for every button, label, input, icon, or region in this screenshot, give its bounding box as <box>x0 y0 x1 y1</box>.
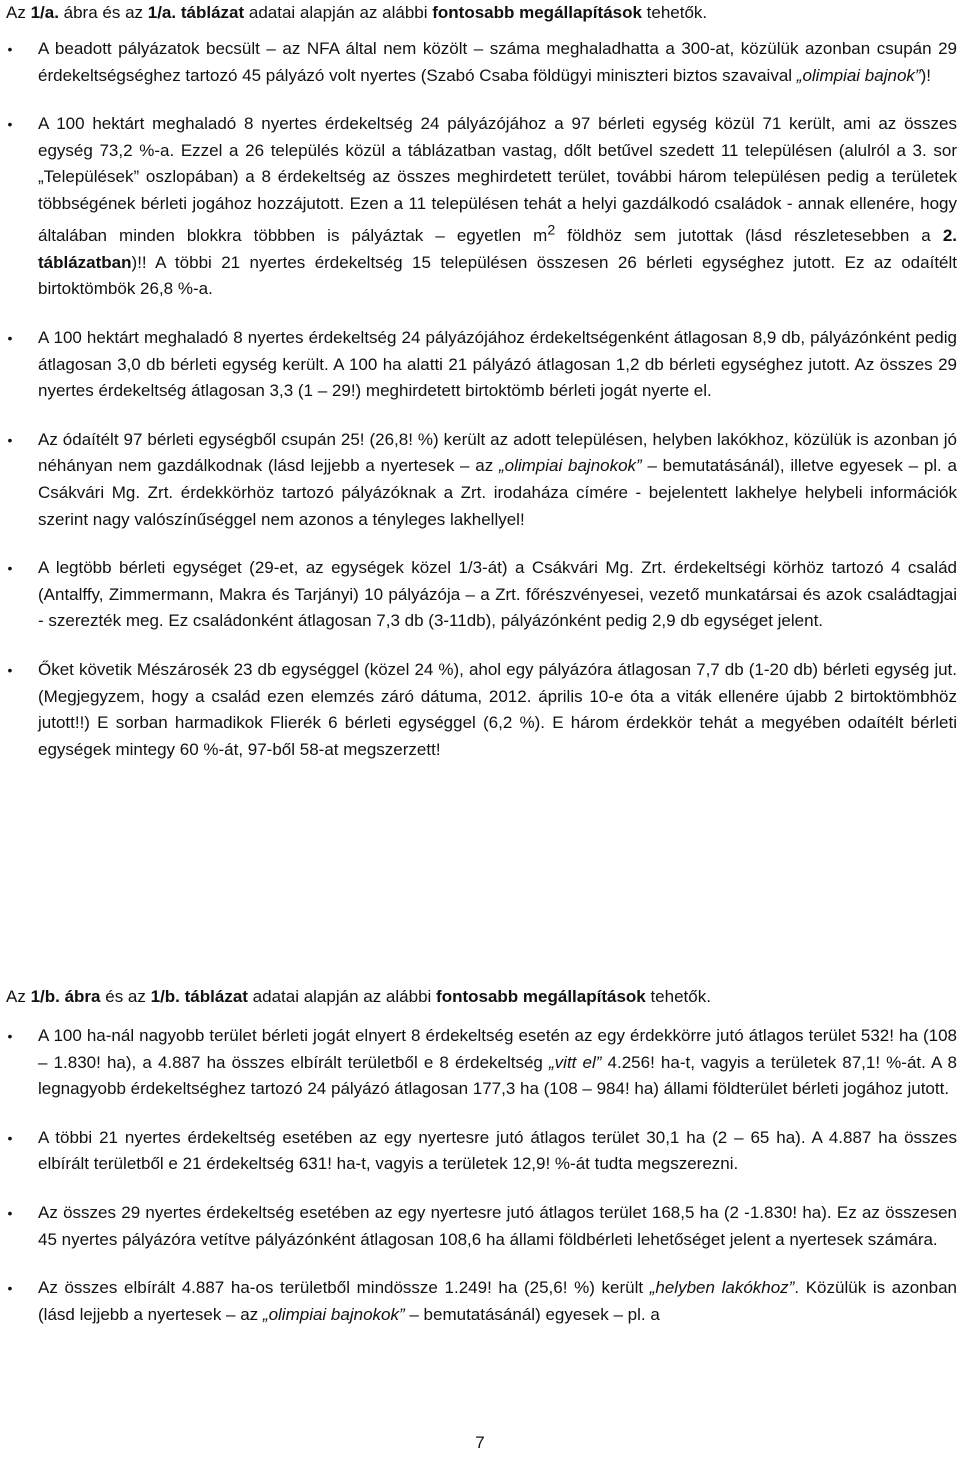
italic-quote: „olimpiai bajnokok” <box>262 1304 405 1324</box>
list-item-text <box>38 328 957 400</box>
bullet-icon: • <box>7 1028 13 1044</box>
italic-quote: „helyben lakókhoz” <box>649 1278 795 1298</box>
italic-quote: „olimpiai bajnokok” <box>498 456 642 476</box>
list-item <box>0 1200 960 1253</box>
bold-text: 2. táblázatban <box>38 226 957 272</box>
list-item <box>0 555 960 635</box>
bullet-icon: • <box>7 560 13 577</box>
bullet-icon: • <box>7 431 13 448</box>
text-run: )! <box>920 65 931 85</box>
bold-text: 1/b. <box>30 987 60 1006</box>
bullet-icon: • <box>7 330 13 346</box>
list-item-text <box>38 1128 957 1174</box>
text-run: – bemutatásánál), illetve egyesek – pl. a Csákvári Mg. Zrt. érdekkörhöz tartozó pályázóknak a Zrt. irodaháza címére - bejelentett lakhelye helybeli információk szerint nagy valószínűséggel nem azonos a tényleges lakhellyel! <box>38 456 957 529</box>
text-run: A 100 hektárt meghaladó 8 nyertes érdekeltség 24 pályázójához érdekeltségenként átlagosan 8,9 db, pályázónként pedig átlagosan 3,0 db bérleti egység került. A 100 ha alatti 21 pályázó átlagosan 1,2 db bérleti egységhez jutott. Az összes 29 nyertes érdekeltség átlagosan 3,3 (1 – 29!) meghirdetett birtoktömb bérleti jogát nyerte el. <box>38 328 957 401</box>
list-item <box>0 657 960 763</box>
bullet-icon: • <box>7 1204 13 1221</box>
italic-quote: „olimpiai bajnok” <box>796 65 921 85</box>
list-item <box>0 1275 960 1328</box>
bullet-icon: • <box>7 1129 13 1146</box>
list-item-text <box>38 1278 957 1324</box>
bold-text: fontosabb megállapítások <box>436 987 646 1006</box>
text-run: földhöz sem jutottak (lásd részletesebben a <box>555 226 943 246</box>
findings-list-1a <box>0 36 960 785</box>
bullet-icon: • <box>7 116 13 133</box>
text-run: adatai alapján az alábbi <box>247 987 437 1006</box>
list-item <box>0 1125 960 1178</box>
list-item-text <box>38 39 957 85</box>
bullet-icon: • <box>7 661 13 678</box>
bold-text: 1/b. <box>150 987 180 1006</box>
list-item-text <box>38 114 957 298</box>
list-item <box>0 427 960 533</box>
text-run: – bemutatásánál) egyesek – pl. a <box>404 1304 660 1324</box>
page-number: 7 <box>475 1433 485 1452</box>
bold-text: 1/a. <box>147 3 177 22</box>
text-run: adatai alapján az alábbi <box>244 3 433 22</box>
text-run: 4.256! ha-t, vagyis a területek 87,1! %-át. A 8 legnagyobb érdekeltséghez tartozó 24 pályázó átlagosan 177,3 ha (108 – 984! ha) állami földterület bérleti jogához jutott. <box>38 1052 958 1099</box>
bold-text: 1/a. <box>30 3 59 22</box>
list-item <box>0 325 960 405</box>
bold-text: fontosabb megállapítások <box>432 3 642 22</box>
bullet-icon: • <box>7 1280 13 1297</box>
list-item-text <box>38 558 957 630</box>
list-item-text <box>38 1203 957 1249</box>
list-item-text <box>38 660 957 759</box>
text-run: Az összes elbírált 4.887 ha-os területből mindössze 1.249! ha (25,6! %) került <box>38 1278 650 1298</box>
text-run: ábra és az <box>58 3 148 22</box>
bold-text: táblázat <box>184 987 248 1006</box>
text-run: A legtöbb bérleti egységet (29-et, az egységek közel 1/3-át) a Csákvári Mg. Zrt. érdekeltségi körhöz tartozó 4 család (Antalffy, Zimmermann, Makra és Tarjányi) 10 pályázója – a Zrt. főrészvényesei, vezető munkatársai és azok családtagjai - szerezték meg. Ez családonként átlagosan 7,3 db (3-11db), pályázónként pedig 2,9 db egységet jelent. <box>38 558 957 631</box>
list-item <box>0 111 960 303</box>
list-item <box>0 36 960 89</box>
text-run: A 100 hektárt meghaladó 8 nyertes érdekeltség 24 pályázójához a 97 bérleti egység közül 71 került, ami az összes egység 73,2 %-a. Ezzel a 26 település közül a táblázatban vastag, dőlt betűvel szedett 11 településen (alulról a 3. sor „Települések” oszlopában) a 8 érdekeltség az összes meghirdetett terület, további három településen pedig a területek többségének bérleti jogához hozzájutott. Ezen a 11 településen tehát a helyi gazdálkodó családok - annak ellenére, hogy általában minden blokkra többben is pályáztak – egyetlen m <box>38 114 957 246</box>
italic-quote: „vitt el” <box>549 1052 602 1072</box>
intro-paragraph-1a <box>6 0 954 27</box>
text-run: Az <box>6 3 31 22</box>
bold-text: táblázat <box>180 3 245 22</box>
list-item-text <box>38 430 957 529</box>
text-run: Az összes 29 nyertes érdekeltség esetében az egy nyertesre jutó átlagos terület 168,5 ha (2 -1.830! ha). Ez az összesen 45 nyertes pályázóra vetítve pályázónként átlagosan 108,6 ha állami földbérleti lehetőséget jelent a nyertesek számára. <box>38 1202 957 1249</box>
text-run: Őket követik Mészárosék 23 db egységgel (közel 24 %), ahol egy pályázóra átlagosan 7,7 db (1-20 db) bérleti egység jut. (Megjegyzem, hogy a család ezen elemzés záró dátuma, 2012. április 10-e óta a viták ellenére újabb 2 birtoktömbhöz jutott!!) E sorban harmadikok Flierék 6 bérleti egységgel (6,2 %). E három érdekkör tehát a megyében odaítélt bérleti egységek mintegy 60 %-át, 97-ből 58-at megszerzett! <box>38 659 957 759</box>
list-item-text <box>38 1026 957 1098</box>
bold-text: ábra <box>64 987 101 1006</box>
text-run: tehetők. <box>645 987 711 1006</box>
text-run: )!! A többi 21 nyertes érdekeltség 15 településen összesen 26 bérleti egységhez jutott. Ez az odaítélt birtoktömbök 26,8 %-a. <box>38 252 957 299</box>
text-run: A beadott pályázatok becsült – az NFA által nem közölt – száma meghaladhatta a 300-at, közülük azonban csupán 29 érdekeltségséghez tartozó 45 pályázó volt nyertes (Szabó Csaba földügyi miniszteri biztos szavaival <box>38 39 957 85</box>
text-run: tehetők. <box>641 3 708 22</box>
text-run: Az <box>6 987 31 1006</box>
findings-list-1b <box>0 1023 960 1350</box>
superscript: 2 <box>547 222 556 239</box>
list-item <box>0 1023 960 1103</box>
intro-paragraph-1b <box>6 984 954 1011</box>
text-run: . Közülük is azonban (lásd lejjebb a nyertesek – az <box>38 1278 957 1324</box>
text-run: A 100 ha-nál nagyobb terület bérleti jogát elnyert 8 érdekeltség esetén az egy érdekkörre jutó átlagos terület 532! ha (108 – 1.830! ha), a 4.887 ha összes elbírált területből e 8 érdekeltség <box>38 1026 957 1072</box>
text-run: A többi 21 nyertes érdekeltség esetében az egy nyertesre jutó átlagos terület 30,1 ha (2 – 65 ha). A 4.887 ha összes elbírált területből e 21 érdekeltség 631! ha-t, vagyis a területek 12,9! %-át tudta megszerezni. <box>38 1127 957 1174</box>
text-run: és az <box>100 987 151 1006</box>
text-run: Az ódaítélt 97 bérleti egységből csupán 25! (26,8! %) került az adott településen, helyben lakókhoz, közülük is azonban jó néhányan nem gazdálkodnak (lásd lejjebb a nyertesek – az <box>38 429 957 476</box>
bullet-icon: • <box>7 41 13 57</box>
